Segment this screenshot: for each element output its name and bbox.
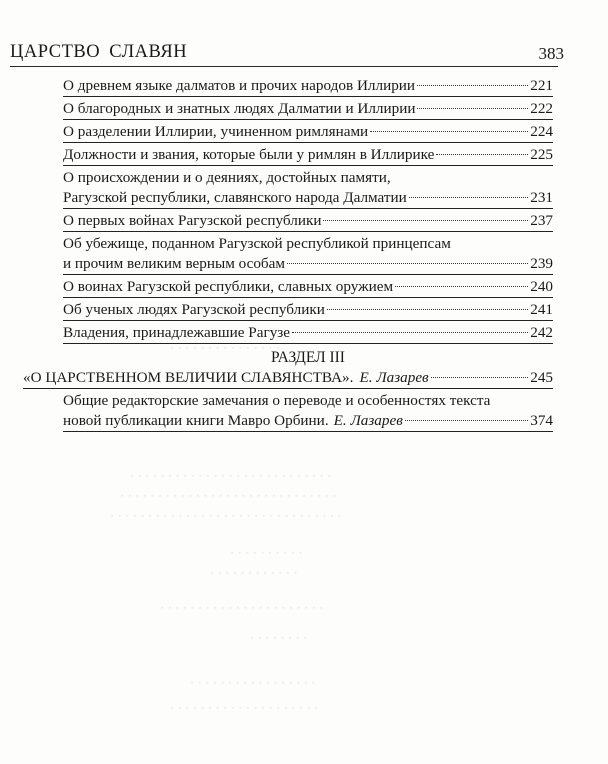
dot-leader [323,220,528,221]
toc-entry-author: Е. Лазарев [359,369,429,386]
running-title: ЦАРСТВО СЛАВЯН [10,42,188,62]
toc-entry-page: 237 [530,212,553,229]
bleed-through-text: · · · · · · · · · · · · · · · · · · · · · · · · · · · · · [120,488,337,503]
toc-entry-title: О происхождении и о деяниях, достойных памяти, [63,169,391,186]
toc-entry [63,211,553,232]
toc-entry-page: 221 [530,77,553,94]
toc-entry-title: О древнем языке далматов и прочих народов Иллирии [63,77,416,94]
toc-entry-page: 222 [530,100,553,117]
dot-leader [292,332,528,333]
toc-entry-title: Должности и звания, которые были у римлян в Иллирике [63,146,435,163]
toc-entry-title: О разделении Иллирии, учиненном римлянами [63,123,369,140]
bleed-through-text: · · · · · · · · · · · · · · · · · · · · · · · · · · · · · · · [110,508,342,523]
running-head [10,40,564,67]
toc-entry-title: О благородных и знатных людях Далматии и Иллирии [63,100,416,117]
toc-entry-title: новой публикации книги Мавро Орбини. [63,412,329,429]
toc-entry-title: Об ученых людях Рагузской республики [63,301,325,318]
toc-entry [63,391,553,432]
toc-entry [63,300,553,321]
dot-leader [370,131,528,132]
toc-entry-title: Об убежище, поданном Рагузской республикой принцепсам [63,235,451,252]
bleed-through-text: · · · · · · · · · · · · · · · · · · · · · · [160,600,324,615]
toc-entry-title: О воинах Рагузской республики, славных оружием [63,278,394,295]
toc-entry-page: 239 [530,255,553,272]
section-heading: РАЗДЕЛ III [271,349,345,366]
bleed-through-text: · · · · · · · · · · · · · · · [170,340,281,355]
toc-entry-page: 240 [530,278,553,295]
dot-leader [395,286,528,287]
page-number: 383 [538,44,564,63]
toc-entry [23,368,553,389]
bleed-through-text: · · · · · · · · · · · · · · · · · [190,675,316,690]
bleed-through-text: · · · · · · · · · · · · [210,565,298,580]
dot-leader [417,108,528,109]
toc-entry [63,277,553,298]
toc-entry-page: 241 [530,301,553,318]
toc-entry [63,234,553,275]
toc-entry-page: 224 [530,123,553,140]
toc-entry-page: 242 [530,324,553,341]
toc-entry [63,168,553,209]
toc-entry-title: Владения, принадлежавшие Рагузе [63,324,291,341]
dot-leader [417,85,528,86]
toc-entry-page: 231 [530,189,553,206]
toc-entry [63,76,553,97]
dot-leader [405,420,528,421]
toc-entry [63,122,553,143]
dot-leader [431,377,529,378]
toc-entry [63,323,553,344]
toc-entry-page: 374 [530,412,553,429]
toc-entry-title: Рагузской республики, славянского народа Далматии [63,189,407,206]
bleed-through-text: · · · · · · · · · · · · · · · · · · · · [170,700,319,715]
dot-leader [436,154,528,155]
toc-entry-author: Е. Лазарев [333,412,403,429]
table-of-contents [23,76,553,432]
toc-entry [63,99,553,120]
toc-entry-page: 245 [530,369,553,386]
dot-leader [409,197,528,198]
bleed-through-text: · · · · · · · · · · [230,545,303,560]
bleed-through-text: · · · · · · · · · · · · · · · · · · · · · · · · · · · [130,468,332,483]
toc-entry-title: и прочим великим верным особам [63,255,286,272]
toc-entry-title: Общие редакторские замечания о переводе и особенностях текста [63,392,491,409]
toc-entry-page: 225 [530,146,553,163]
bleed-through-text: · · · · · · · · [250,630,308,645]
toc-entry-title: «О ЦАРСТВЕННОМ ВЕЛИЧИИ СЛАВЯНСТВА». [23,369,354,386]
dot-leader [287,263,528,264]
toc-entry [63,145,553,166]
toc-entry-title: О первых войнах Рагузской республики [63,212,322,229]
dot-leader [327,309,528,310]
